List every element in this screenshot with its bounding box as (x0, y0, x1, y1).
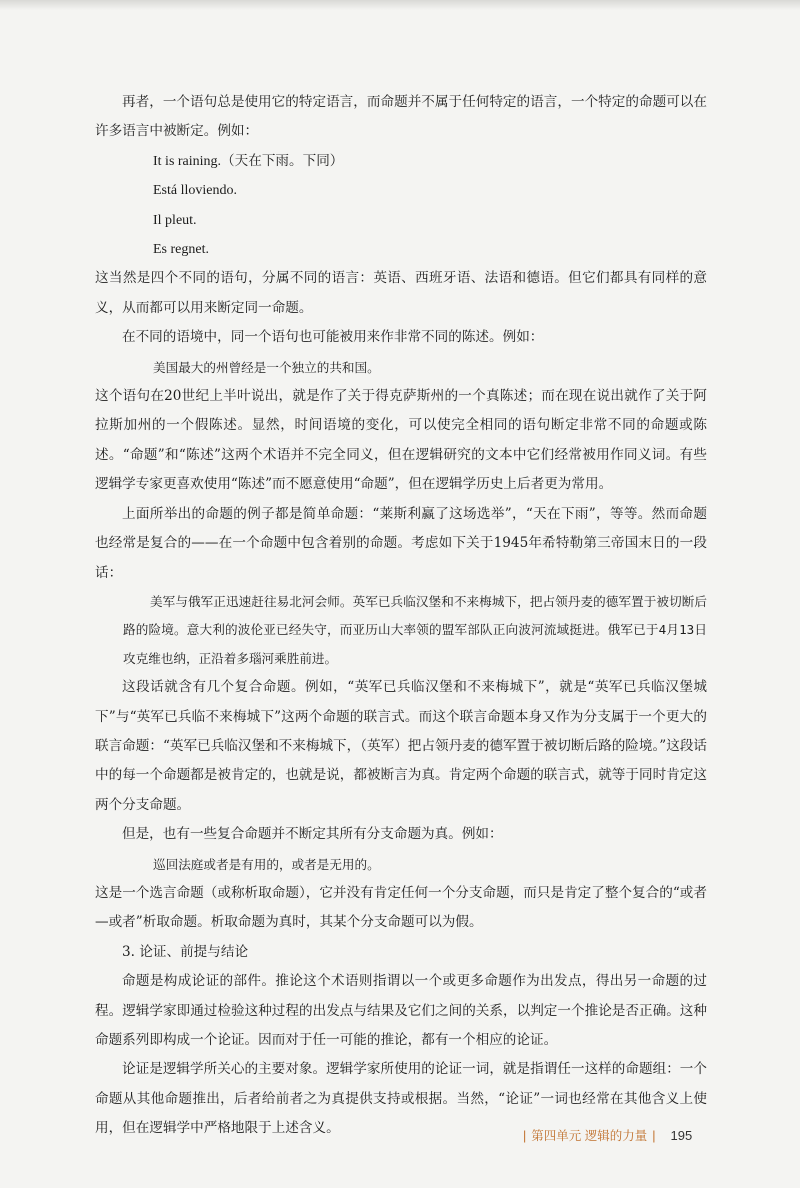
footer-separator: | (523, 1129, 527, 1143)
paragraph: 命题是构成论证的部件。推论这个术语则指谓以一个或更多命题作为出发点，得出另一命题的过程。逻辑学家即通过检验这种过程的出发点与结果及它们之间的关系，以判定一个推论是否正确。这种命题系列即构成一个论证。因而对于任一可能的推论，都有一个相应的论证。 (95, 973, 707, 1048)
footer-separator: | (652, 1129, 656, 1143)
example-sentence: 美国最大的州曾经是一个独立的共和国。 (153, 359, 380, 375)
footer-title: 逻辑的力量 (584, 1129, 648, 1143)
paragraph: 论证是逻辑学所关心的主要对象。逻辑学家所使用的论证一词，就是指谓任一这样的命题组：一个命题从其他命题推出，后者给前者之为真提供支持或根据。当然，“论证”一词也经常在其他含义上使用，但在逻辑学中严格地限于上述含义。 (95, 1061, 707, 1137)
footer-unit: 第四单元 (531, 1129, 582, 1143)
top-scan-band (0, 0, 800, 10)
paragraph: 这是一个选言命题（或称析取命题），它并没有肯定任何一个分支命题，而只是肯定了整个复合的“或者—或者”析取命题。析取命题为真时，其某个分支命题可以为假。 (95, 884, 707, 931)
example-note: （天在下雨。下同） (221, 152, 344, 169)
example-line (95, 147, 707, 176)
paragraph: 这个语句在20世纪上半叶说出，就是作了关于得克萨斯州的一个真陈述；而在现在说出就作了关于阿拉斯加州的一个假陈述。显然，时间语境的变化，可以使完全相同的语句断定非常不同的命题或陈述。“命题”和“陈述”这两个术语并不完全同义，但在逻辑研究的文本中它们经常被用作同义词。有些逻辑学专家更喜欢使用“陈述”而不愿意使用“命题”，但在逻辑学历史上后者更为常用。 (95, 388, 707, 493)
paragraph: 这当然是四个不同的语句，分属不同的语言：英语、西班牙语、法语和德语。但它们都具有同样的意义，从而都可以用来断定同一命题。 (95, 270, 707, 316)
section-heading: 3. 论证、前提与结论 (122, 943, 249, 960)
paragraph: 这段话就含有几个复合命题。例如，“英军已兵临汉堡和不来梅城下”，就是“英军已兵临汉堡城下”与“英军已兵临不来梅城下”这两个命题的联言式。而这个联言命题本身又作为分支属于一个更大的联言命题：“英军已兵临汉堡和不来梅城下，（英军）把占领丹麦的德军置于被切断后路的险境。”这段话中的每一个命题都是被肯定的，也就是说，都被断言为真。肯定两个命题的联言式，就等于同时肯定这两个分支命题。 (95, 679, 708, 813)
example-french: Il pleut. (153, 212, 197, 228)
example-german: Es regnet. (153, 242, 209, 258)
example-english: It is raining. (153, 153, 222, 169)
paragraph: 但是，也有一些复合命题并不断定其所有分支命题为真。例如： (122, 826, 503, 843)
block-quote: 美军与俄军正迅速赶往易北河会师。英军已兵临汉堡和不来梅城下，把占领丹麦的德军置于被切断后路的险境。意大利的波伦亚已经失守，而亚历山大率领的盟军部队正向波河流域挺进。俄军已于4月13日攻克维也纳，正沿着多瑙河乘胜前进。 (123, 593, 707, 666)
page-number: 195 (670, 1128, 693, 1143)
example-sentence: 巡回法庭或者是有用的，或者是无用的。 (153, 856, 380, 872)
paragraph: 在不同的语境中，同一个语句也可能被用来作非常不同的陈述。例如： (122, 329, 544, 346)
example-spanish: Está lloviendo. (153, 183, 237, 199)
page-footer (518, 1126, 718, 1144)
page-body (95, 88, 707, 1144)
paragraph: 上面所举出的命题的例子都是简单命题：“莱斯利赢了这场选举”，“天在下雨”，等等。然而命题也经常是复合的——在一个命题中包含着别的命题。考虑如下关于1945年希特勒第三帝国末日的一段话： (95, 505, 707, 581)
paragraph: 再者，一个语句总是使用它的特定语言，而命题并不属于任何特定的语言，一个特定的命题可以在许多语言中被断定。例如： (95, 94, 707, 140)
